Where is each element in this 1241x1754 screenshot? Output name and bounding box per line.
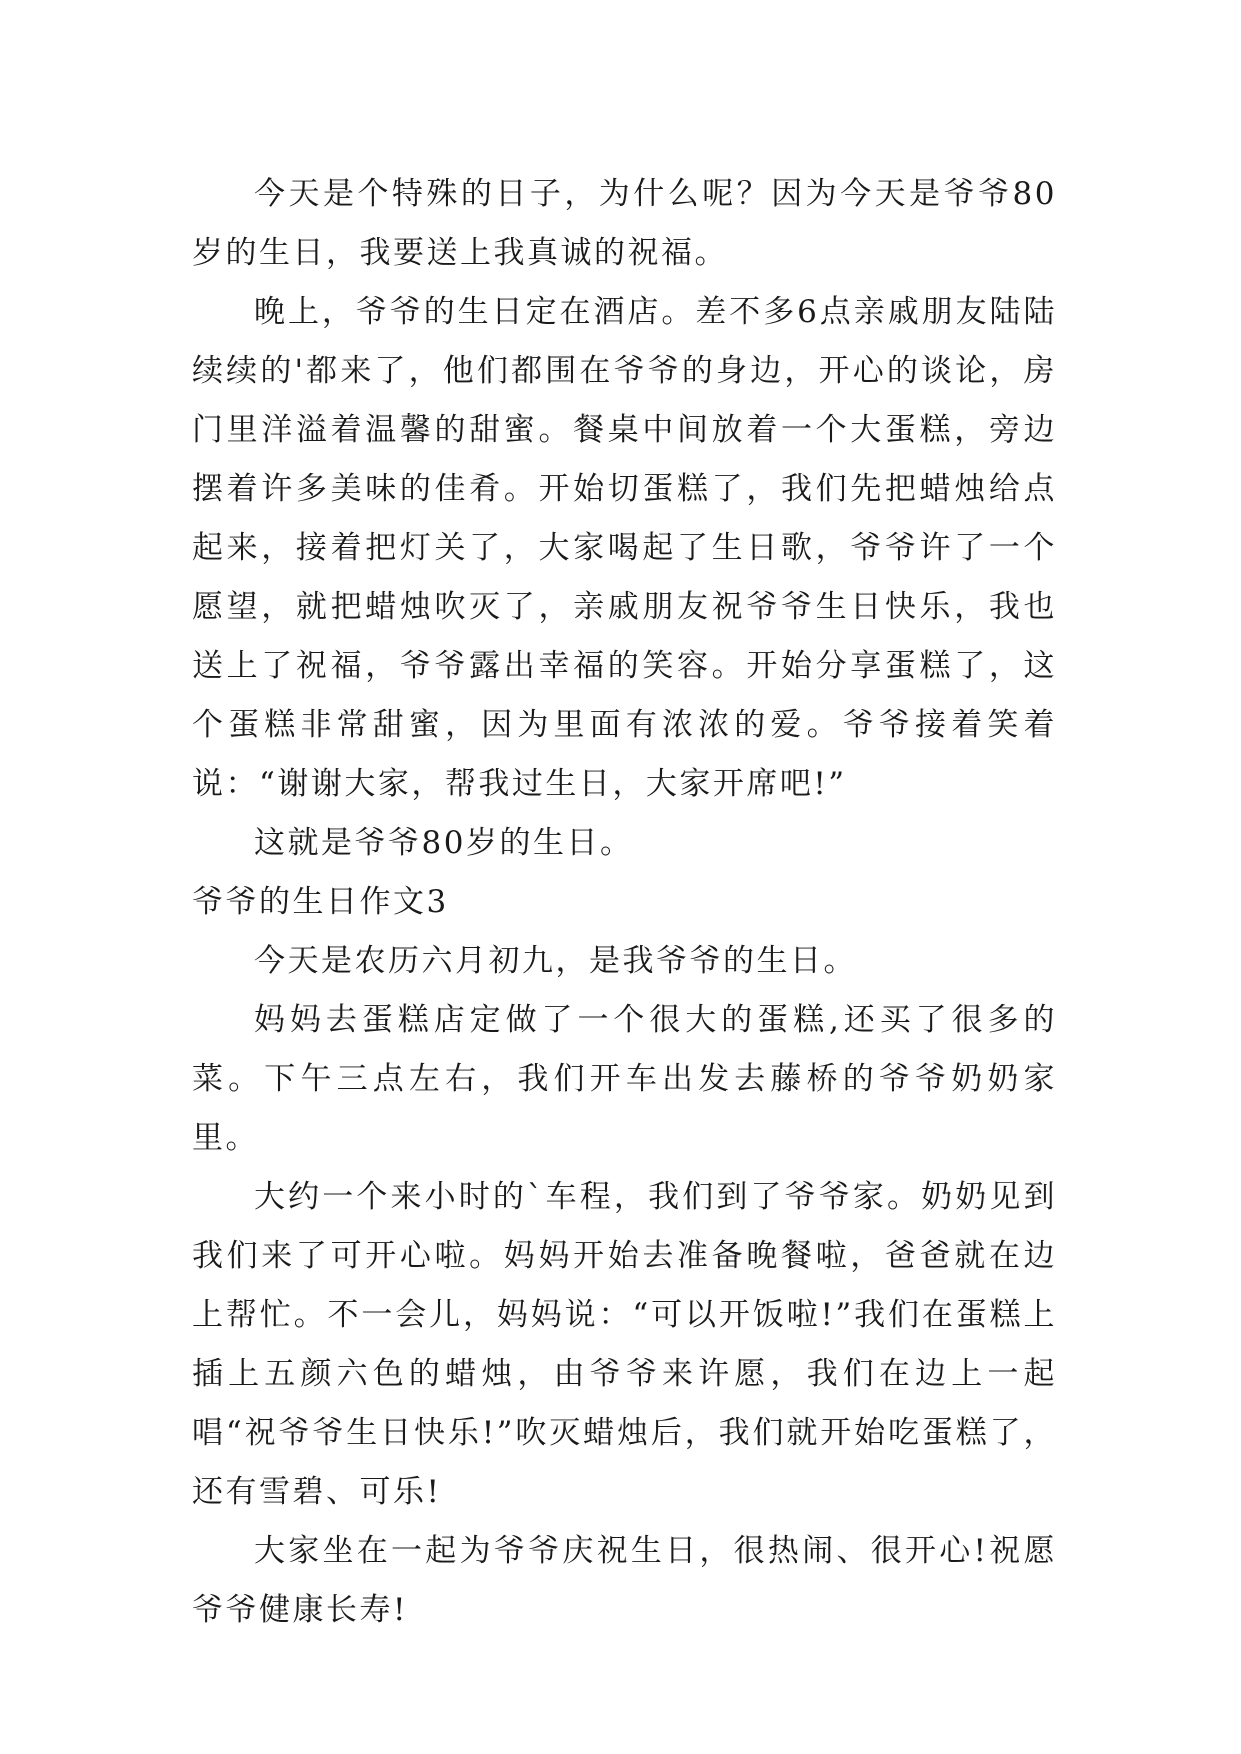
paragraph: 晚上，爷爷的生日定在酒店。差不多6点亲戚朋友陆陆续续的'都来了，他们都围在爷爷的身边，开心的谈论，房门里洋溢着温馨的甜蜜。餐桌中间放着一个大蛋糕，旁边摆着许多美味的佳肴。开始切蛋糕了，我们先把蜡烛给点起来，接着把灯关了，大家喝起了生日歌，爷爷许了一个愿望，就把蜡烛吹灭了，亲戚朋友祝爷爷生日快乐，我也送上了祝福，爷爷露出幸福的笑容。开始分享蛋糕了，这个蛋糕非常甜蜜，因为里面有浓浓的爱。爷爷接着笑着说：“谢谢大家，帮我过生日，大家开席吧!” — [192, 294, 1057, 802]
section-heading: 爷爷的生日作文3 — [192, 884, 449, 920]
paragraph: 这就是爷爷80岁的生日。 — [254, 825, 634, 861]
paragraph: 大约一个来小时的`车程，我们到了爷爷家。奶奶见到我们来了可开心啦。妈妈开始去准备晚餐啦，爸爸就在边上帮忙。不一会儿，妈妈说：“可以开饭啦!”我们在蛋糕上插上五颜六色的蜡烛，由爷爷来许愿，我们在边上一起唱“祝爷爷生日快乐!”吹灭蜡烛后，我们就开始吃蛋糕了，还有雪碧、可乐! — [192, 1179, 1057, 1510]
document-body — [192, 165, 1057, 1640]
paragraph: 今天是农历六月初九，是我爷爷的生日。 — [254, 943, 857, 979]
paragraph: 妈妈去蛋糕店定做了一个很大的蛋糕,还买了很多的菜。下午三点左右，我们开车出发去藤桥的爷爷奶奶家里。 — [192, 1002, 1057, 1156]
paragraph: 大家坐在一起为爷爷庆祝生日，很热闹、很开心!祝愿爷爷健康长寿! — [192, 1533, 1057, 1628]
paragraph: 今天是个特殊的日子，为什么呢？因为今天是爷爷80岁的生日，我要送上我真诚的祝福。 — [192, 176, 1057, 271]
